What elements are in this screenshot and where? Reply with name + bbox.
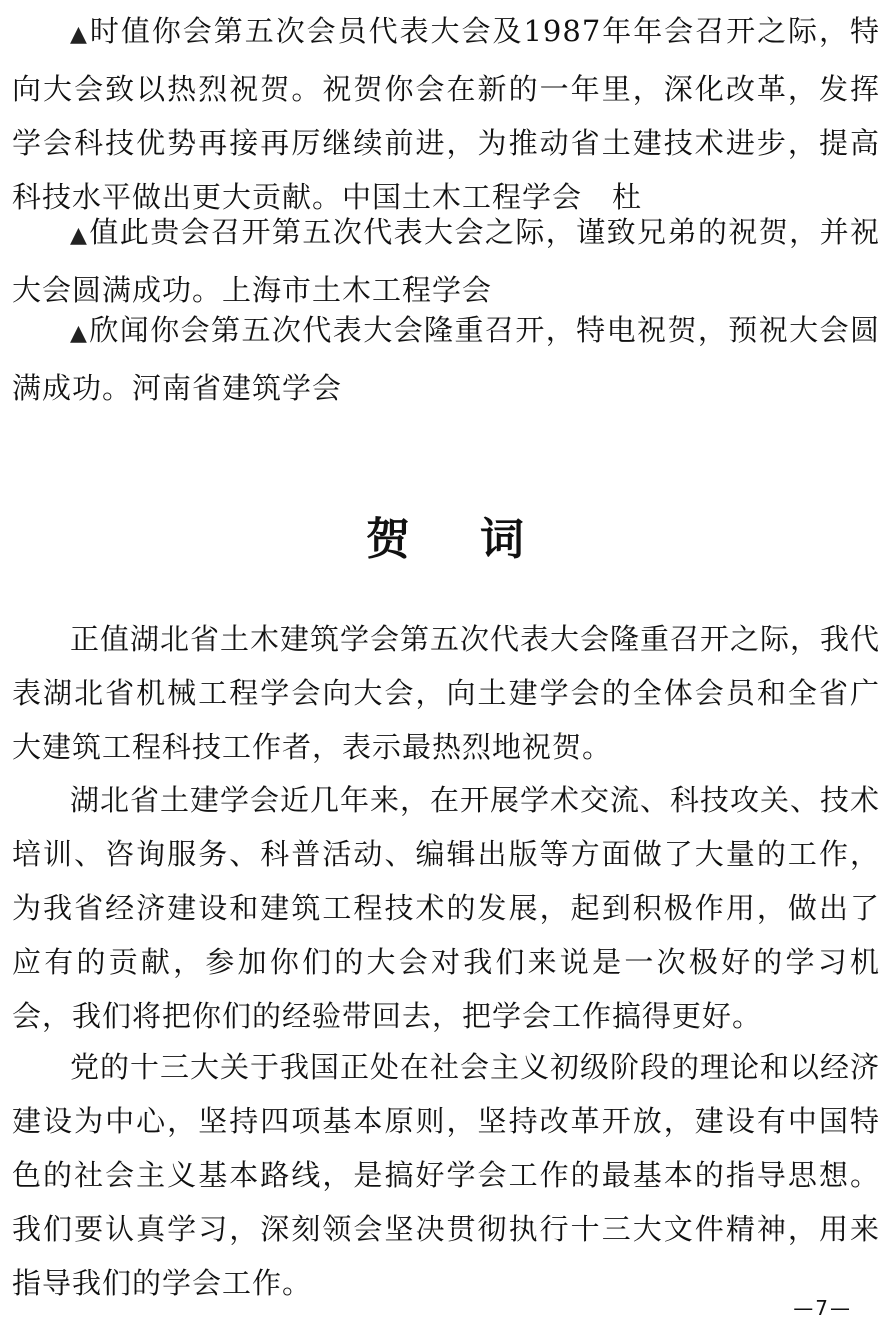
congratulation-message-2	[12, 205, 880, 317]
message-text: 时值你会第五次会员代表大会及1987年年会召开之际，特向大会致以热烈祝贺。祝贺你会在新的一年里，深化改革，发挥学会科技优势再接再厉继续前进，为推动省土建技术进步，提高科技水平做出更大贡献。中国土木工程学会 杜	[12, 14, 880, 214]
triangle-bullet-icon: ▲	[70, 22, 88, 47]
body-paragraph-1: 正值湖北省土木建筑学会第五次代表大会隆重召开之际，我代表湖北省机械工程学会向大会，向土建学会的全体会员和全省广大建筑工程科技工作者，表示最热烈地祝贺。	[12, 622, 881, 764]
congratulation-message-1	[12, 4, 880, 224]
body-paragraph-2: 湖北省土建学会近几年来，在开展学术交流、科技攻关、技术培训、咨询服务、科普活动、编辑出版等方面做了大量的工作，为我省经济建设和建筑工程技术的发展，起到积极作用，做出了应有的贡献，参加你们的大会对我们来说是一次极好的学习机会，我们将把你们的经验带回去，把学会工作搞得更好。	[12, 783, 881, 1033]
triangle-bullet-icon: ▲	[70, 321, 88, 346]
section-title: 贺词	[366, 514, 594, 565]
message-text: 值此贵会召开第五次代表大会之际，谨致兄弟的祝贺，并祝大会圆满成功。上海市土木工程学会	[12, 215, 880, 307]
page-number: —7—	[793, 1296, 852, 1320]
body-paragraph-3: 党的十三大关于我国正处在社会主义初级阶段的理论和以经济建设为中心，坚持四项基本原则，坚持改革开放，建设有中国特色的社会主义基本路线，是搞好学会工作的最基本的指导思想。我们要认真学习，深刻领会坚决贯彻执行十三大文件精神，用来指导我们的学会工作。	[12, 1050, 881, 1300]
congratulation-message-3	[12, 303, 880, 415]
triangle-bullet-icon: ▲	[70, 223, 88, 248]
message-text: 欣闻你会第五次代表大会隆重召开，特电祝贺，预祝大会圆满成功。河南省建筑学会	[12, 313, 880, 405]
